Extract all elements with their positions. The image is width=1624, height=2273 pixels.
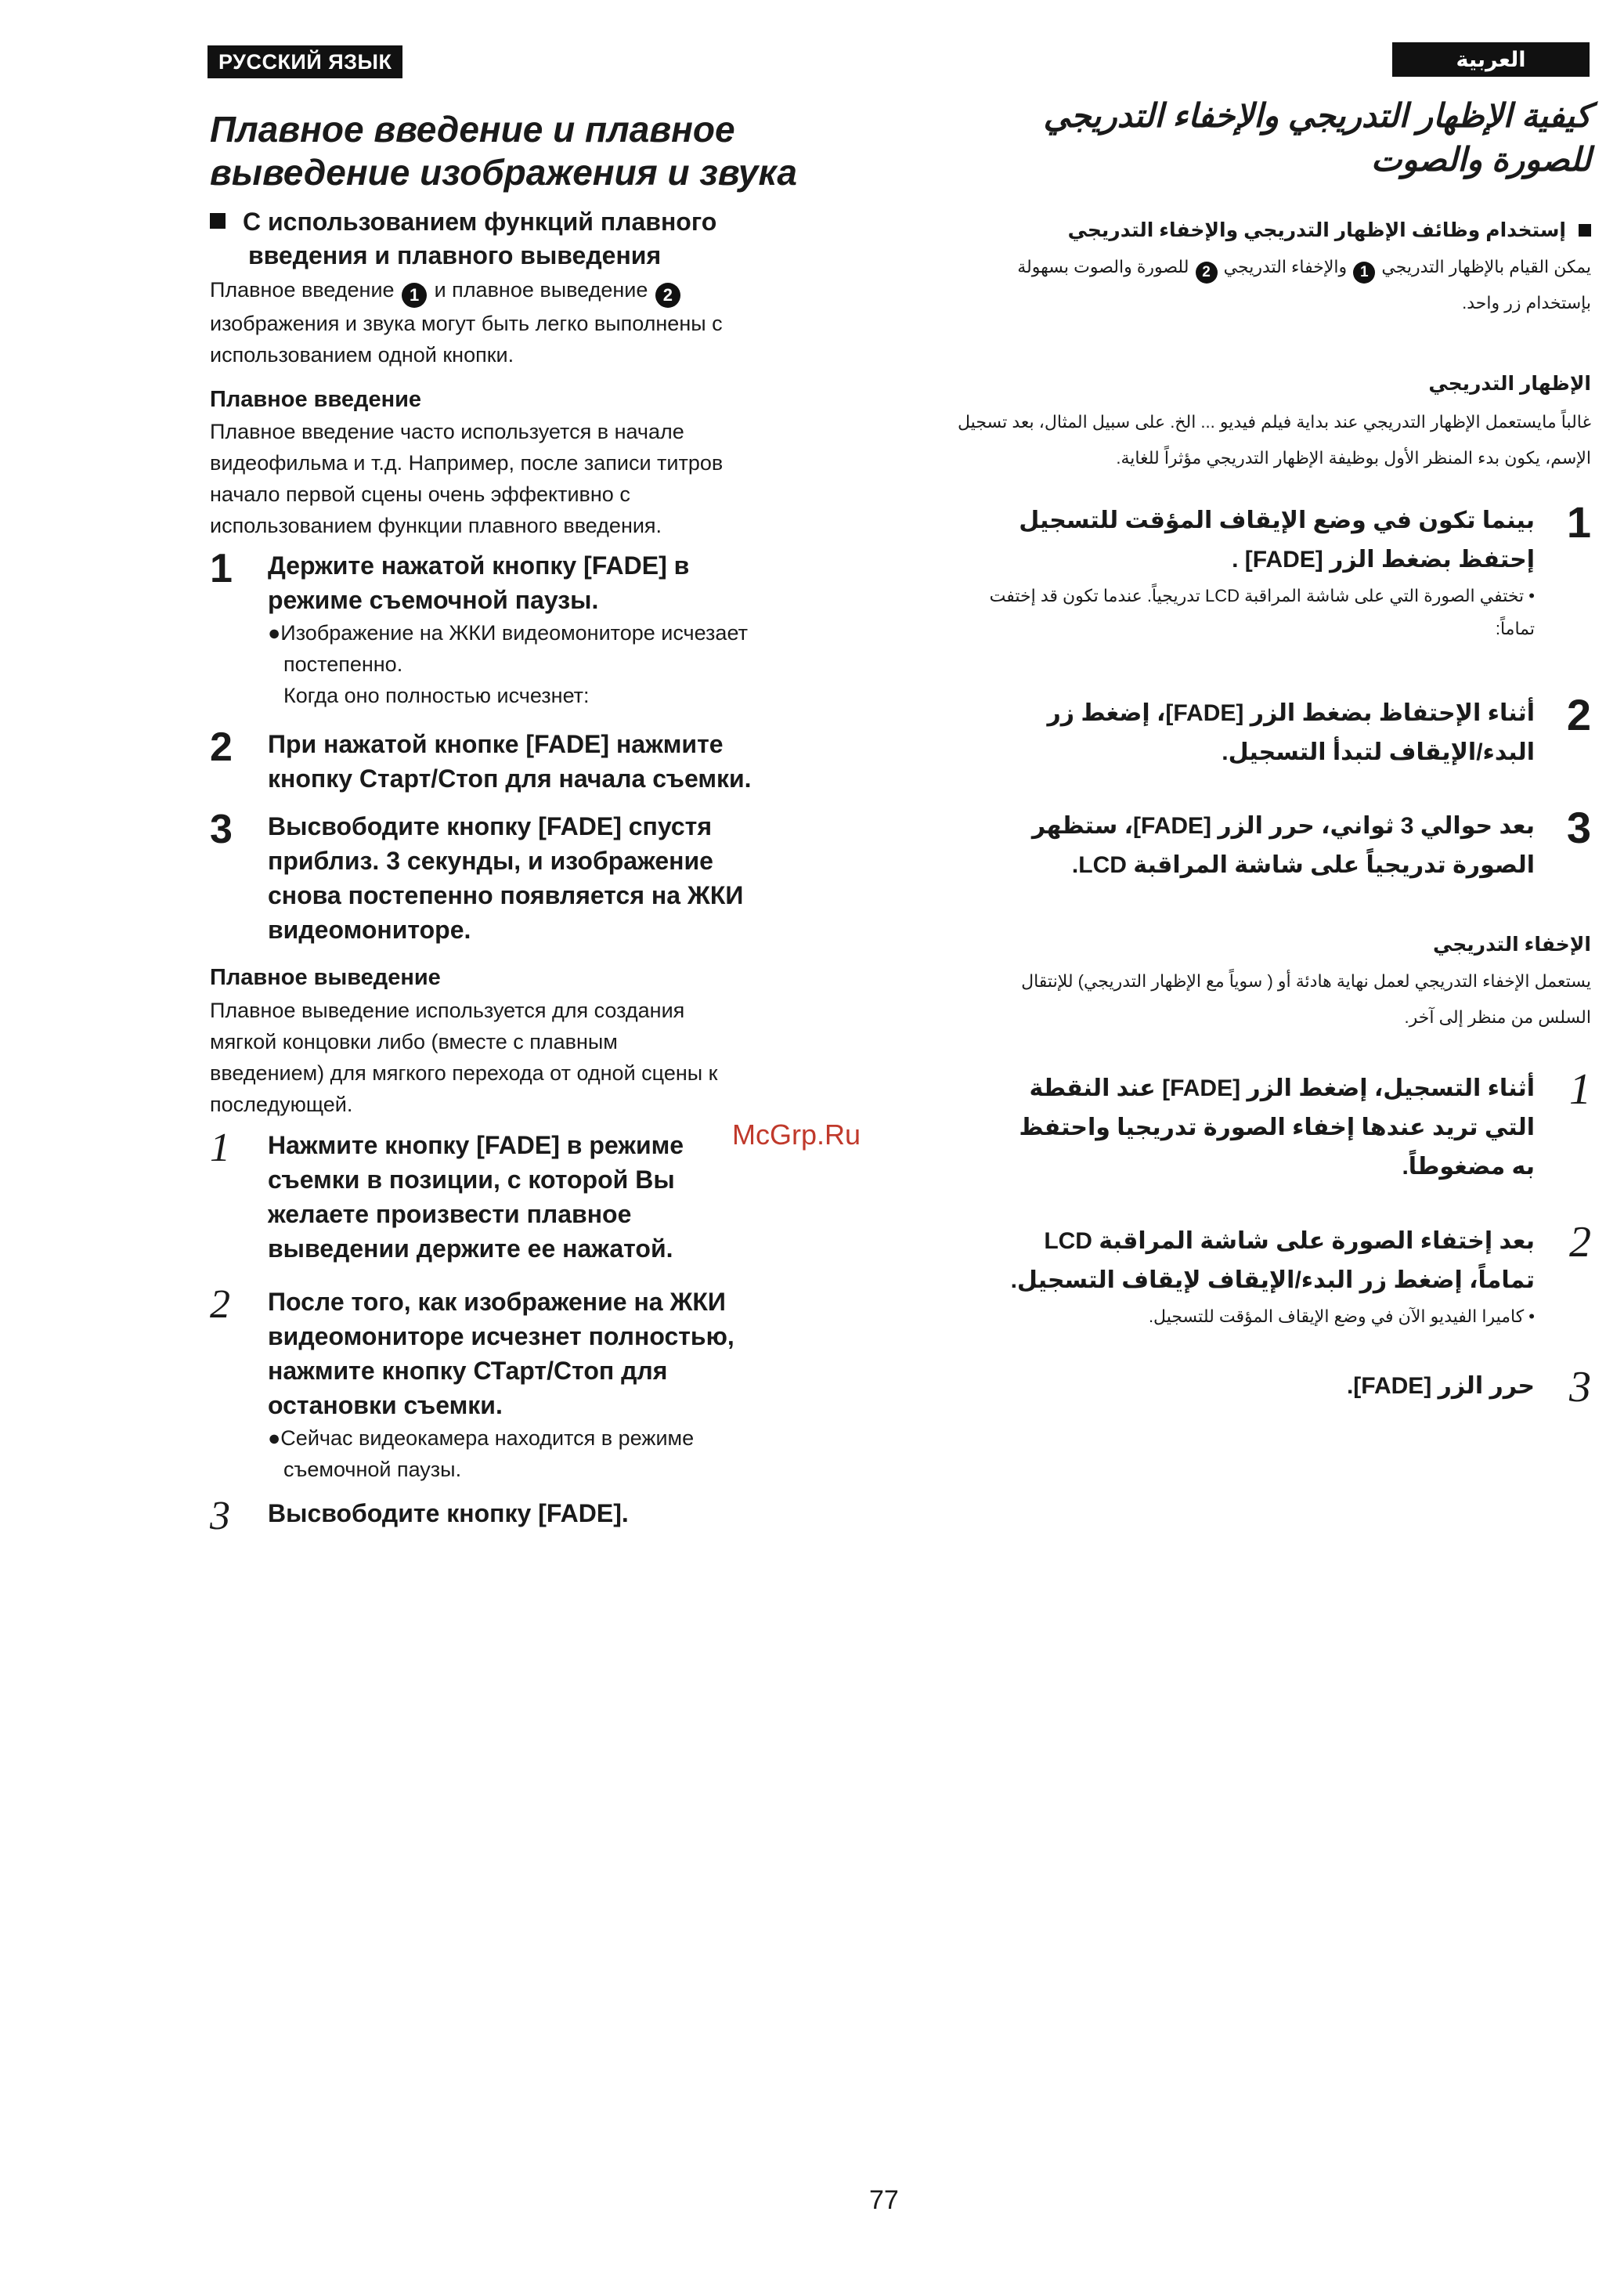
ru-paragraph-line: Плавное выведение используется для создания <box>210 999 685 1022</box>
ru-intro-text: изображения и звука могут быть легко выполнены с <box>210 312 723 335</box>
ru-intro-text: и плавное выведение <box>434 278 648 302</box>
ru-section-line: введения и плавного выведения <box>248 241 662 269</box>
russian-language-tab: РУССКИЙ ЯЗЫК <box>208 45 402 78</box>
step-text: بعد إختفاء الصورة على شاشة المراقبة LCD <box>1044 1228 1535 1254</box>
ar-title-line: كيفية الإظهار التدريجي والإخفاء التدريجي <box>1043 97 1591 134</box>
step-number: 2 <box>210 1282 230 1327</box>
ar-fade-out-step-2 <box>918 1218 1591 1333</box>
ar-section-heading <box>1068 215 1591 246</box>
ar-intro-text: والإخفاء التدريجي <box>1223 257 1348 276</box>
circled-number-1-icon: 1 <box>402 283 427 308</box>
ru-paragraph-line: мягкой концовки либо (вместе с плавным <box>210 1030 618 1053</box>
step-text: После того, как изображение на ЖКИ <box>268 1288 726 1316</box>
arabic-language-tab: العربية <box>1392 42 1590 77</box>
step-note: постепенно. <box>283 652 403 676</box>
ru-fade-in-step-2 <box>210 727 860 796</box>
step-text: إحتفظ بضغط الزر [FADE] . <box>1232 547 1535 573</box>
ru-intro-text: Плавное введение <box>210 278 395 302</box>
step-text: остановки съемки. <box>268 1391 503 1419</box>
step-text: Высвободите кнопку [FADE]. <box>268 1499 629 1527</box>
step-text: желаете произвести плавное <box>268 1200 632 1228</box>
ar-paragraph-line: الإسم، يكون بدء المنظر الأول بوظيفة الإظهار التدريجي مؤثراً للغاية. <box>1116 448 1591 468</box>
square-bullet-icon <box>1579 224 1591 237</box>
step-text: кнопку Старт/Стоп для начала съемки. <box>268 764 752 793</box>
step-text: видеомониторе. <box>268 916 471 944</box>
ar-paragraph-line: غالباً مايستعمل الإظهار التدريجي عند بداية فيلم فيديو ... الخ. على سبيل المثال، بعد تسجيل <box>958 412 1591 432</box>
ru-paragraph-line: Плавное введение часто используется в начале <box>210 420 684 443</box>
step-text: بعد حوالي 3 ثواني، حرر الزر [FADE]، ستظهر <box>1031 813 1535 839</box>
ru-title-line: Плавное введение и плавное <box>210 109 735 150</box>
ru-paragraph-line: использованием функции плавного введения. <box>210 514 662 537</box>
ar-fade-in-step-3 <box>918 803 1591 885</box>
ar-paragraph-line: السلس من منظر إلى آخر. <box>1404 1007 1591 1027</box>
step-text: При нажатой кнопке [FADE] нажмите <box>268 730 724 758</box>
step-text: Нажмите кнопку [FADE] в режиме <box>268 1131 684 1159</box>
ru-paragraph-line: введением) для мягкого перехода от одной сцены к <box>210 1061 718 1085</box>
step-text: видеомониторе исчезнет полностью, <box>268 1322 734 1350</box>
step-note: تماماً: <box>1495 619 1535 638</box>
ru-section-heading <box>210 205 852 273</box>
ru-fade-out-description <box>210 995 852 1120</box>
step-text: выведении держите ее нажатой. <box>268 1234 673 1263</box>
step-number: 3 <box>210 1494 230 1538</box>
step-text: حرر الزر [FADE]. <box>1346 1373 1535 1399</box>
ru-title-line: выведение изображения и звука <box>210 152 797 193</box>
step-text: нажмите кнопку СТарт/Стоп для <box>268 1357 668 1385</box>
ar-page-title <box>996 94 1591 182</box>
step-note: Когда оно полностью исчезнет: <box>283 684 590 707</box>
step-note: • تختفي الصورة التي على شاشة المراقبة LCD تدريجياً. عندما تكون قد إختفت <box>989 586 1535 605</box>
square-bullet-icon <box>210 213 226 229</box>
step-number: 2 <box>1566 690 1591 739</box>
step-number: 3 <box>1566 803 1591 852</box>
step-note: съемочной паузы. <box>283 1458 462 1481</box>
circled-number-2-icon: 2 <box>655 283 680 308</box>
step-text: بينما تكون في وضع الإيقاف المؤقت للتسجيل <box>1019 508 1535 533</box>
ar-intro <box>980 249 1591 321</box>
ar-fade-in-step-2 <box>918 690 1591 772</box>
ar-intro-text: للصورة والصوت بسهولة <box>1017 257 1189 276</box>
ru-fade-in-step-1 <box>210 548 860 711</box>
ru-fade-out-step-3 <box>210 1494 860 1538</box>
ru-paragraph-line: видеофильма и т.д. Например, после записи титров <box>210 451 724 475</box>
step-number: 2 <box>1569 1218 1591 1267</box>
step-text: съемки в позиции, с которой Вы <box>268 1165 675 1194</box>
watermark-text: McGrp.Ru <box>732 1118 861 1151</box>
step-text: أثناء التسجيل، إضغط الزر [FADE] عند النقطة <box>1029 1075 1535 1101</box>
ar-title-line: للصورة والصوت <box>1370 141 1591 178</box>
ru-paragraph-line: начало первой сцены очень эффективно с <box>210 482 630 506</box>
ar-fade-in-heading: الإظهار التدريجي <box>1428 373 1591 395</box>
ru-fade-out-step-2 <box>210 1282 860 1485</box>
ru-fade-out-heading: Плавное выведение <box>210 965 441 990</box>
step-text: البدء/الإيقاف لتبدأ التسجيل. <box>1222 739 1535 765</box>
ar-fade-out-description <box>902 963 1591 1035</box>
ar-section-heading-text: إستخدام وظائف الإظهار التدريجي والإخفاء التدريجي <box>1067 219 1566 241</box>
step-text: التي تريد عندها إخفاء الصورة تدريجيا واحتفظ <box>1019 1115 1535 1140</box>
step-number: 1 <box>1569 1065 1591 1114</box>
step-number: 3 <box>1569 1363 1591 1411</box>
ar-intro-text: يمكن القيام بالإظهار التدريجي <box>1381 257 1591 276</box>
step-text: أثناء الإحتفاظ بضغط الزر [FADE]، إضغط زر <box>1047 700 1535 726</box>
step-text: تماماً، إضغط زر البدء/الإيقاف لإيقاف التسجيل. <box>1010 1267 1535 1293</box>
step-note: ●Изображение на ЖКИ видеомониторе исчезает <box>268 621 748 645</box>
ru-fade-in-step-3 <box>210 809 860 947</box>
ru-section-line: С использованием функций плавного <box>243 208 717 236</box>
ar-fade-out-heading: الإخفاء التدريجي <box>1432 934 1591 956</box>
ru-page-title <box>210 108 852 194</box>
step-text: به مضغوطاً. <box>1402 1154 1535 1180</box>
step-text: Высвободите кнопку [FADE] спустя <box>268 812 712 840</box>
ar-fade-out-step-1 <box>918 1065 1591 1187</box>
step-number: 1 <box>1566 497 1591 547</box>
step-text: الصورة تدريجياً على شاشة المراقبة LCD. <box>1071 852 1535 878</box>
step-note: ●Сейчас видеокамера находится в режиме <box>268 1426 695 1450</box>
ru-fade-in-description <box>210 416 852 541</box>
step-number: 2 <box>210 725 233 770</box>
step-text: Держите нажатой кнопку [FADE] в <box>268 551 690 580</box>
step-number: 1 <box>210 546 233 591</box>
step-number: 3 <box>210 807 233 852</box>
ru-intro <box>210 274 852 370</box>
ru-fade-in-heading: Плавное введение <box>210 387 422 412</box>
ar-intro-text: بإستخدام زر واحد. <box>1462 293 1591 313</box>
ru-paragraph-line: последующей. <box>210 1093 353 1116</box>
circled-number-1-icon: 1 <box>1353 262 1375 284</box>
page-number: 77 <box>869 2185 899 2215</box>
step-number: 1 <box>210 1126 230 1170</box>
step-text: режиме съемочной паузы. <box>268 586 599 614</box>
step-text: снова постепенно появляется на ЖКИ <box>268 881 744 909</box>
ru-intro-text: использованием одной кнопки. <box>210 343 514 367</box>
ar-fade-in-step-1 <box>918 497 1591 645</box>
ar-paragraph-line: يستعمل الإخفاء التدريجي لعمل نهاية هادئة أو ( سوياً مع الإظهار التدريجي) للإنتقال <box>1021 971 1591 991</box>
ar-fade-out-step-3 <box>918 1363 1591 1411</box>
circled-number-2-icon: 2 <box>1196 262 1218 284</box>
ar-fade-in-description <box>902 404 1591 476</box>
step-text: приблиз. 3 секунды, и изображение <box>268 847 713 875</box>
step-note: • كاميرا الفيديو الآن في وضع الإيقاف المؤقت للتسجيل. <box>1148 1306 1535 1326</box>
